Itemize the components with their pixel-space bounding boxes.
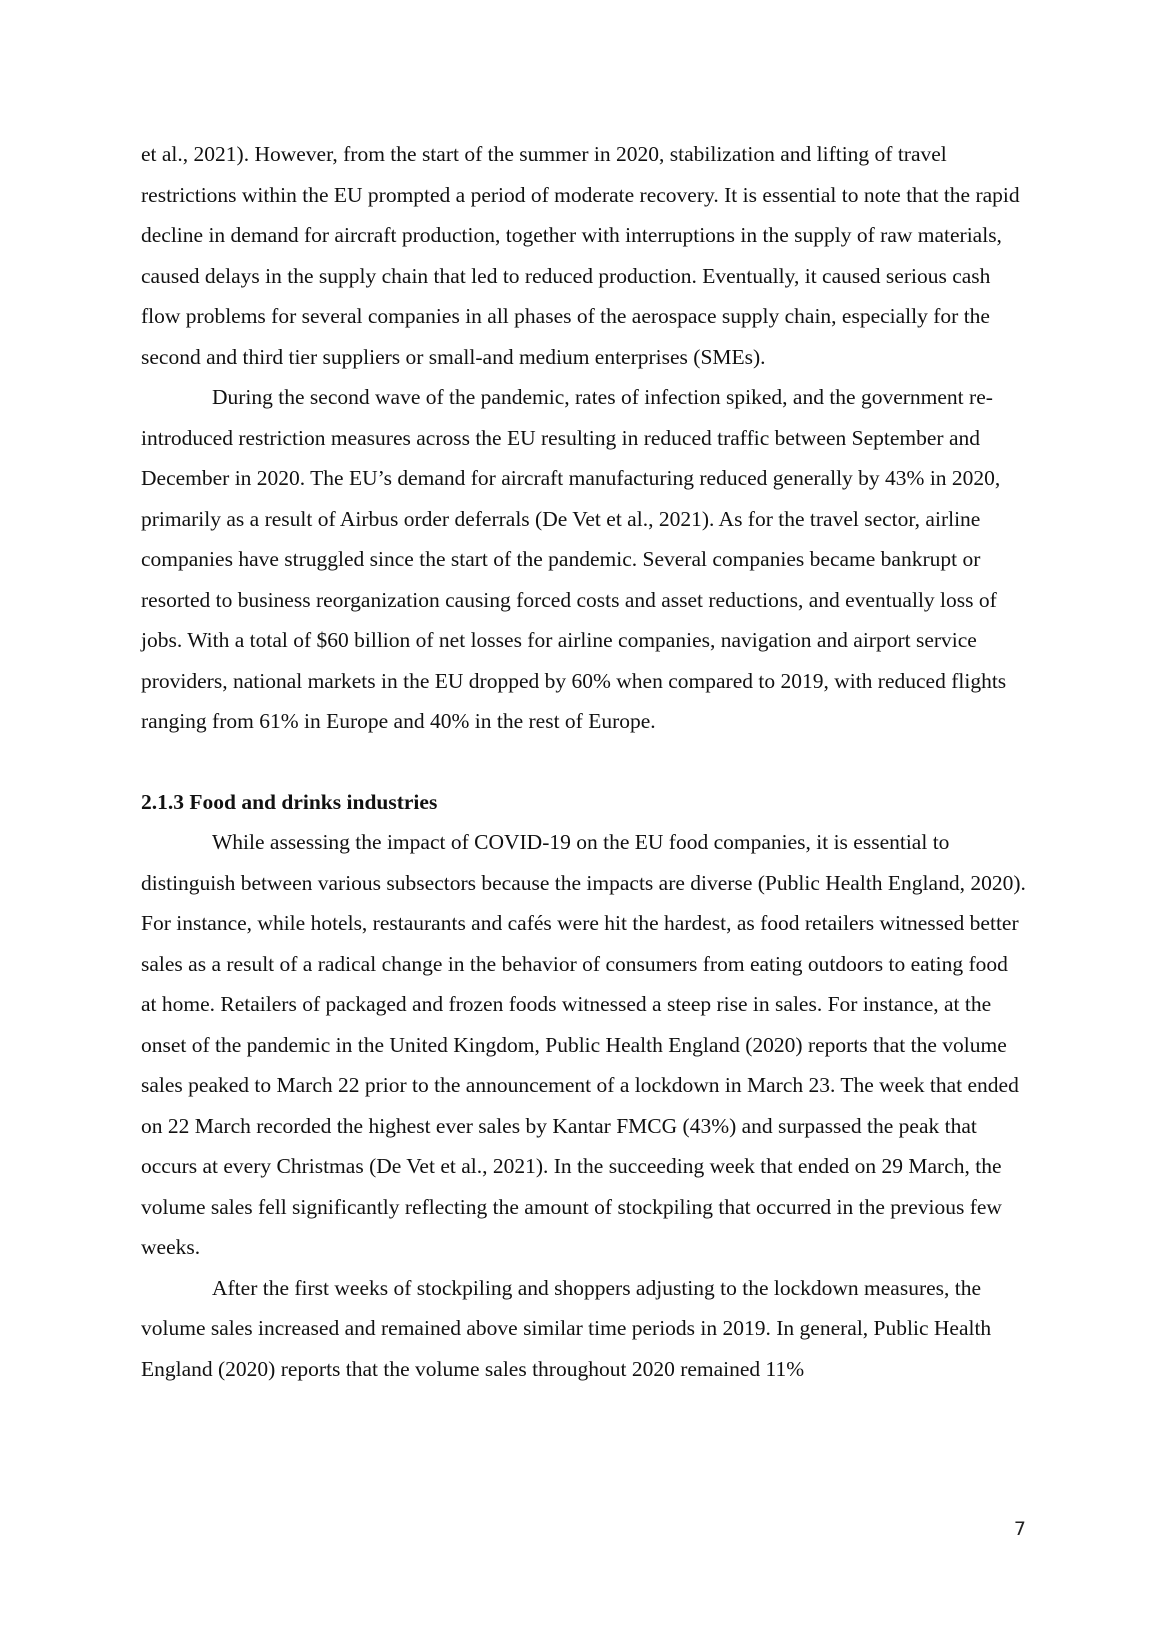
page-body (141, 134, 1026, 1389)
paragraph-second-wave: During the second wave of the pandemic, rates of infection spiked, and the government re-introduced restriction measures across the EU resulting in reduced traffic between September and December in 2020. The EU’s demand for aircraft manufacturing reduced generally by 43% in 2020, primarily as a result of Airbus order deferrals (De Vet et al., 2021). As for the travel sector, airline companies have struggled since the start of the pandemic. Several companies became bankrupt or resorted to business reorganization causing forced costs and asset reductions, and eventually loss of jobs. With a total of $60 billion of net losses for airline companies, navigation and airport service providers, national markets in the EU dropped by 60% when compared to 2019, with reduced flights ranging from 61% in Europe and 40% in the rest of Europe. (141, 385, 1007, 733)
section-heading: 2.1.3 Food and drinks industries (141, 789, 438, 814)
paragraph-stockpiling: After the first weeks of stockpiling and shoppers adjusting to the lockdown measures, the volume sales increased and remained above similar time periods in 2019. In general, Public Health England (2020) reports that the volume sales throughout 2020 remained 11% (141, 1275, 992, 1381)
page-number: 7 (1013, 1518, 1026, 1540)
paragraph-continued: et al., 2021). However, from the start of the summer in 2020, stabilization and lifting of travel restrictions within the EU prompted a period of moderate recovery. It is essential to note that the rapid decline in demand for aircraft production, together with interruptions in the supply of raw materials, caused delays in the supply chain that led to reduced production. Eventually, it caused serious cash flow problems for several companies in all phases of the aerospace supply chain, especially for the second and third tier suppliers or small-and medium enterprises (SMEs). (141, 142, 1020, 369)
paragraph-food-impact: While assessing the impact of COVID-19 on the EU food companies, it is essential to distinguish between various subsectors because the impacts are diverse (Public Health England, 2020). For instance, while hotels, restaurants and cafés were hit the hardest, as food retailers witnessed better sales as a result of a radical change in the behavior of consumers from eating outdoors to eating food at home. Retailers of packaged and frozen foods witnessed a steep rise in sales. For instance, at the onset of the pandemic in the United Kingdom, Public Health England (2020) reports that the volume sales peaked to March 22 prior to the announcement of a lockdown in March 23. The week that ended on 22 March recorded the highest ever sales by Kantar FMCG (43%) and surpassed the peak that occurs at every Christmas (De Vet et al., 2021). In the succeeding week that ended on 29 March, the volume sales fell significantly reflecting the amount of stockpiling that occurred in the previous few weeks. (141, 830, 1026, 1259)
